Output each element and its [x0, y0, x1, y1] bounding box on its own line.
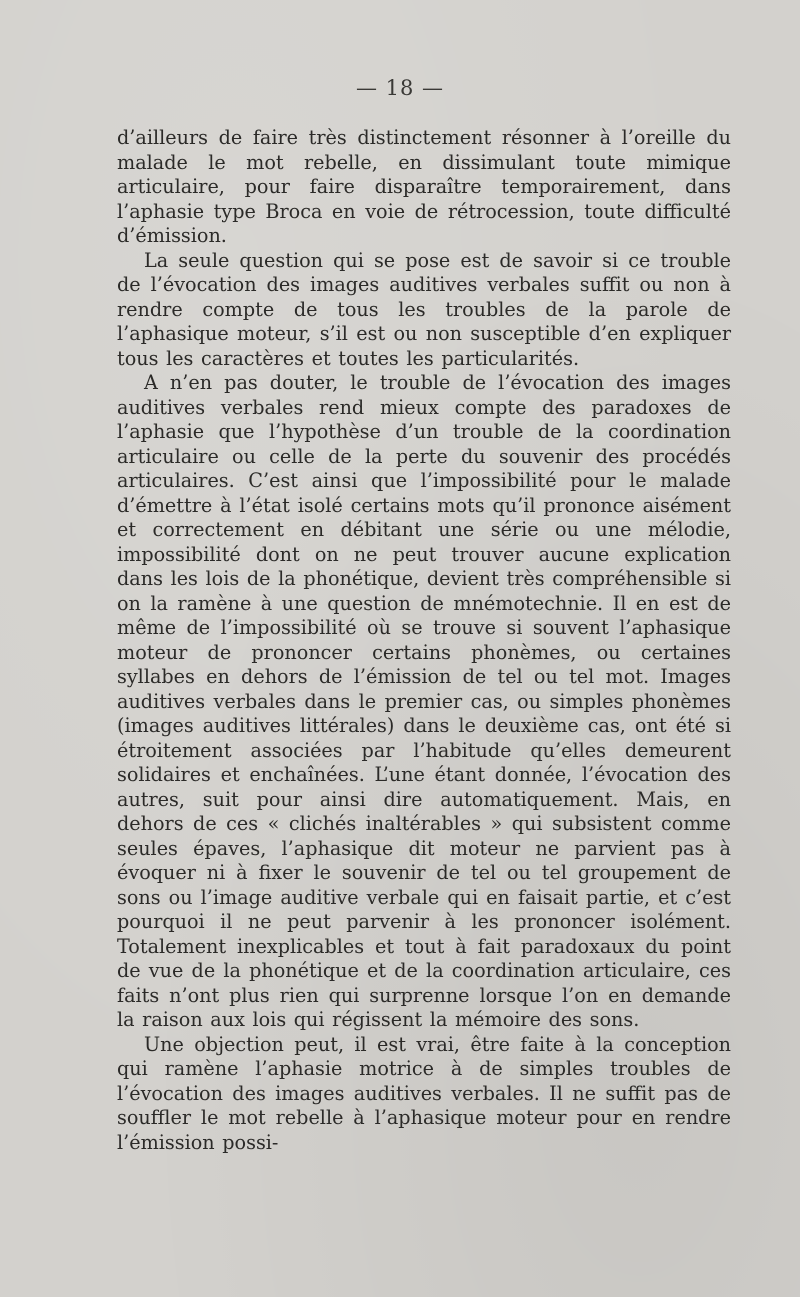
paragraph-objection: Une objection peut, il est vrai, être faite à la conception qui ramène l’aphasie motrice à de simples troubles de l’évocation des images auditives verbales. Il ne suffit pas de souffler le mot rebelle à l’aphasique moteur pour en rendre l’émission possi- [117, 1032, 731, 1154]
paragraph-question: La seule question qui se pose est de savoir si ce trouble de l’évocation des images auditives verbales suffit ou non à rendre compte de tous les troubles de la parole de l’aphasique moteur, s’il est ou non susceptible d’en expliquer tous les caractères et toutes les particularités. [117, 248, 731, 370]
paragraph-argument: A n’en pas douter, le trouble de l’évocation des images auditives verbales rend mieux compte des paradoxes de l’aphasie que l’hypothèse d’un trouble de la coordination articulaire ou celle de la perte du souvenir des procédés articulaires. C’est ainsi que l’impossibilité pour le malade d’émettre à l’état isolé certains mots qu’il prononce aisément et correctement en débitant une série ou une mélodie, impossibilité dont on ne peut trouver aucune explication dans les lois de la phonétique, devient très compréhensible si on la ramène à une question de mnémotechnie. Il en est de même de l’impossibilité où se trouve si souvent l’aphasique moteur de prononcer certains phonèmes, ou certaines syllabes en dehors de l’émission de tel ou tel mot. Images auditives verbales dans le premier cas, ou simples phonèmes (images auditives littérales) dans le deuxième cas, ont été si étroitement associées par l’habitude qu’elles demeurent solidaires et enchaînées. L’une étant donnée, l’évocation des autres, suit pour ainsi dire automatiquement. Mais, en dehors de ces « clichés inaltérables » qui subsistent comme seules épaves, l’aphasique dit moteur ne parvient pas à évoquer ni à fixer le souvenir de tel ou tel groupement de sons ou l’image auditive verbale qui en faisait partie, et c’est pourquoi il ne peut parvenir à les prononcer isolément. Totalement inexplicables et tout à fait paradoxaux du point de vue de la phonétique et de la coordination articulaire, ces faits n’ont plus rien qui surprenne lorsque l’on en demande la raison aux lois qui régissent la mémoire des sons. [117, 371, 731, 1031]
page-number: — 18 — [355, 76, 445, 100]
body-text [117, 126, 731, 1155]
paragraph-continuation: d’ailleurs de faire très distinctement résonner à l’oreille du malade le mot rebelle, en dissimulant toute mimique articulaire, pour faire disparaître temporairement, dans l’aphasie type Broca en voie de rétrocession, toute difficulté d’émission. [117, 126, 731, 247]
